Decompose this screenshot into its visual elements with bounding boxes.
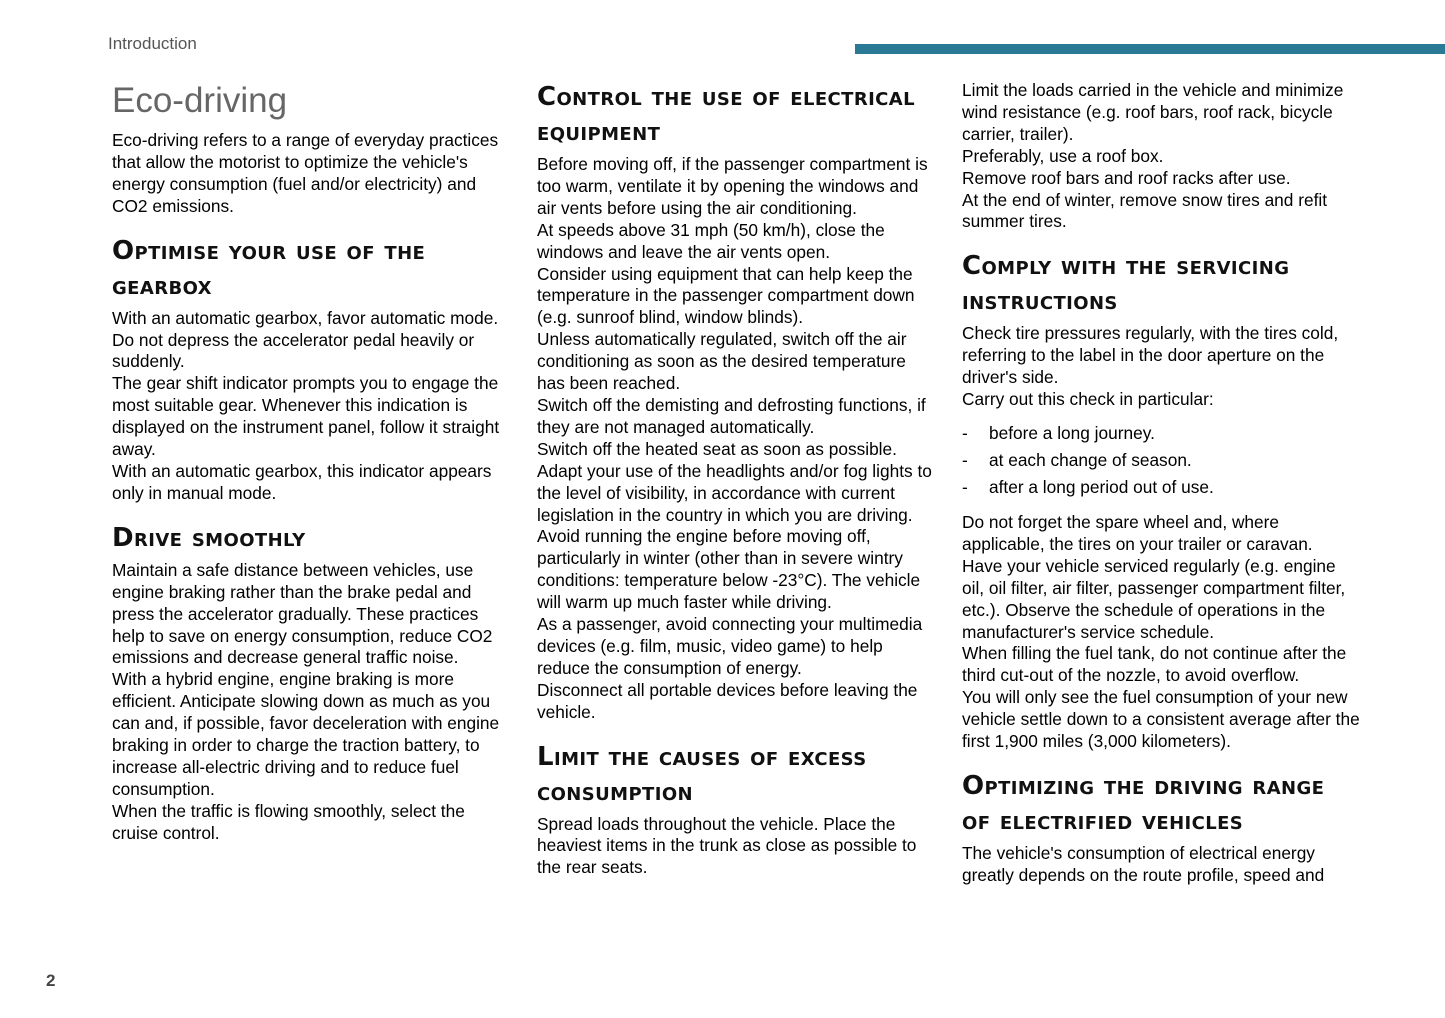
paragraph: Spread loads throughout the vehicle. Place the heaviest items in the trunk as close as possible to the rear seats. [537,813,917,878]
paragraph: Avoid running the engine before moving off, particularly in winter (other than in severe wintry conditions: temperature below -23°C). The vehicle will warm up much faster while driving. [537,526,921,613]
paragraph: The vehicle's consumption of electrical energy greatly depends on the route profile, speed and [962,842,1325,885]
list-item [962,474,1362,501]
section-loads-continued [962,80,1362,233]
page-number: 2 [46,971,56,990]
paragraph: As a passenger, avoid connecting your multimedia devices (e.g. film, music, video game) to help reduce the consumption of energy. [537,614,923,678]
paragraph: Consider using equipment that can help keep the temperature in the passenger compartment down (e.g. sunroof blind, window blinds). [537,263,915,328]
paragraph: Remove roof bars and roof racks after use. [962,167,1291,188]
list-item-text: after a long period out of use. [989,476,1214,497]
paragraph: Have your vehicle serviced regularly (e.g. engine oil, oil filter, air filter, passenger compartment filter, etc.). Observe the schedule of operations in the manufacturer's service schedule. [962,555,1346,642]
column-3 [962,80,1362,887]
paragraph: Switch off the heated seat as soon as possible. [537,438,897,459]
section-heading: Limit the causes of excess consumption [537,741,867,807]
paragraph: At the end of winter, remove snow tires and refit summer tires. [962,189,1328,232]
paragraph: You will only see the fuel consumption of your new vehicle settle down to a consistent average after the first 1,900 miles (3,000 kilometers). [962,687,1360,752]
section-drive-smoothly [112,521,512,845]
section-servicing [962,249,1362,753]
paragraph: Switch off the demisting and defrosting functions, if they are not managed automatically. [537,394,926,437]
running-head: Introduction [108,34,197,53]
paragraph: Disconnect all portable devices before leaving the vehicle. [537,679,918,722]
section-heading: Optimise your use of the gearbox [112,235,426,301]
list-item-text: at each change of season. [989,449,1192,470]
section-electrified-range [962,769,1362,887]
paragraph: Eco-driving refers to a range of everyday practices that allow the motorist to optimize the vehicle's energy consumption (fuel and/or electricity) and CO2 emissions. [112,130,499,216]
section-heading: Control the use of electrical equipment [537,82,915,147]
list-item [962,420,1362,447]
section-heading: Drive smoothly [112,522,306,553]
section-electrical-equipment [537,80,937,724]
paragraph: When filling the fuel tank, do not continue after the third cut-out of the nozzle, to avoid overflow. [962,643,1347,686]
dash-bullet-icon: - [962,422,968,443]
paragraph: At speeds above 31 mph (50 km/h), close the windows and leave the air vents open. [537,219,885,262]
paragraph: Before moving off, if the passenger compartment is too warm, ventilate it by opening the windows and air vents before using the air conditioning. [537,154,928,218]
dash-bullet-icon: - [962,476,968,497]
section-heading: Comply with the servicing instructions [962,251,1290,317]
list-item-text: before a long journey. [989,422,1155,443]
section-heading: Optimizing the driving range of electrified vehicles [962,770,1325,836]
paragraph: Carry out this check in particular: [962,389,1214,410]
column-1 [112,80,512,845]
list-item [962,447,1362,474]
check-list [962,420,1362,501]
paragraph: Maintain a safe distance between vehicles, use engine braking rather than the brake pedal and press the accelerator gradually. These practices help to save on energy consumption, reduce CO2 emissions and decrease general traffic noise. [112,559,493,668]
section-intro [112,130,512,218]
paragraph: When the traffic is flowing smoothly, select the cruise control. [112,800,465,843]
column-2 [537,80,937,879]
dash-bullet-icon: - [962,449,968,470]
paragraph: With an automatic gearbox, this indicator appears only in manual mode. [112,460,492,503]
paragraph: The gear shift indicator prompts you to engage the most suitable gear. Whenever this indication is displayed on the instrument panel, follow it straight away. [112,373,500,460]
paragraph: Preferably, use a roof box. [962,145,1164,166]
header-accent-bar [855,44,1445,54]
paragraph: With an automatic gearbox, favor automatic mode. Do not depress the accelerator pedal heavily or suddenly. [112,307,499,372]
paragraph: Unless automatically regulated, switch off the air conditioning as soon as the desired temperature has been reached. [537,329,907,394]
paragraph: Limit the loads carried in the vehicle and minimize wind resistance (e.g. roof bars, roof rack, bicycle carrier, trailer). [962,80,1344,144]
section-gearbox [112,234,512,505]
section-excess-consumption [537,740,937,880]
paragraph: Adapt your use of the headlights and/or fog lights to the level of visibility, in accordance with current legislation in the country in which you are driving. [537,460,932,525]
page-title: Eco-driving [112,81,288,120]
paragraph: Do not forget the spare wheel and, where applicable, the tires on your trailer or caravan. [962,511,1313,554]
paragraph: Check tire pressures regularly, with the tires cold, referring to the label in the door aperture on the driver's side. [962,323,1339,388]
paragraph: With a hybrid engine, engine braking is more efficient. Anticipate slowing down as much as you can and, if possible, favor deceleration with engine braking in order to charge the traction battery, to increase all-electric driving and to reduce fuel consumption. [112,669,500,799]
